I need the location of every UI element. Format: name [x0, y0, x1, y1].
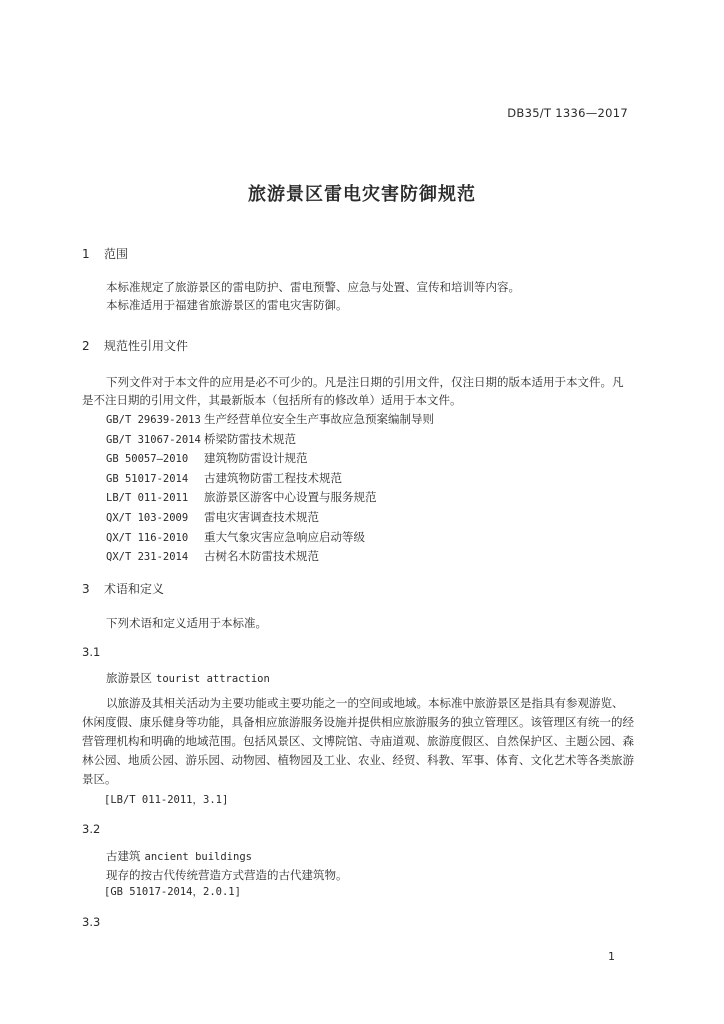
reference-item: [106, 410, 434, 430]
reference-item: [106, 488, 434, 508]
scope-paragraph-2: 本标准适用于福建省旅游景区的雷电灾害防御。: [106, 298, 348, 312]
reference-code: QX/T 116-2010: [106, 531, 189, 544]
reference-code: QX/T 231-2014: [106, 551, 189, 564]
reference-code: LB/T 011-2011: [106, 492, 189, 505]
reference-list: [106, 410, 434, 567]
term-chinese: 旅游景区: [106, 671, 152, 685]
term-definition: 以旅游及其相关活动为主要功能或主要功能之一的空间或地域。本标准中旅游景区是指具有参观游览、休闲度假、康乐健身等功能，具备相应旅游服务设施并提供相应旅游服务的独立管理区。该管理区有统一的经营管理机构和明确的地域范围。包括风景区、文博院馆、寺庙道观、旅游度假区、自然保护区、主题公园、森林公园、地质公园、游乐园、动物园、植物园及工业、农业、经贸、科教、军事、体育、文化艺术等各类旅游景区。: [82, 696, 634, 786]
section-heading-terms: [82, 580, 164, 597]
reference-item: [106, 528, 434, 548]
reference-code: GB/T 29639-2013: [106, 414, 201, 426]
reference-name: 古树名木防雷技术规范: [204, 549, 319, 564]
reference-name: 桥梁防雷技术规范: [204, 431, 296, 446]
reference-name: 建筑物防雷设计规范: [204, 451, 308, 466]
reference-item: [106, 430, 434, 450]
term-number: 3.1: [82, 645, 101, 659]
section-heading-normative-refs: [82, 337, 188, 354]
reference-item: [106, 547, 434, 567]
normative-refs-intro: 下列文件对于本文件的应用是必不可少的。凡是注日期的引用文件，仅注日期的版本适用于本文件。凡是不注日期的引用文件，其最新版本（包括所有的修改单）适用于本文件。: [82, 375, 624, 407]
reference-name: 重大气象灾害应急响应启动等级: [204, 529, 365, 544]
section-number: 3: [82, 582, 90, 596]
term-heading: [106, 670, 270, 686]
term-english: ancient buildings: [144, 851, 252, 863]
reference-code: GB 50057—2010: [106, 453, 189, 466]
reference-name: 雷电灾害调查技术规范: [204, 509, 319, 524]
section-number: 1: [82, 247, 90, 261]
scope-paragraph-1: 本标准规定了旅游景区的雷电防护、雷电预警、应急与处置、宣传和培训等内容。: [106, 280, 520, 294]
term-source: [LB/T 011-2011，3.1]: [104, 794, 229, 806]
page-number: 1: [608, 950, 615, 963]
section-title: 术语和定义: [104, 582, 165, 596]
reference-code: GB/T 31067-2014: [106, 433, 201, 446]
section-title: 规范性引用文件: [104, 339, 189, 353]
section-title: 范围: [104, 247, 129, 261]
reference-code: GB 51017-2014: [106, 472, 189, 485]
reference-item: [106, 449, 434, 469]
term-chinese: 古建筑: [106, 849, 141, 863]
section-number: 2: [82, 339, 90, 353]
term-number: 3.2: [82, 822, 101, 836]
section-heading-scope: [82, 245, 128, 262]
standard-code: DB35/T 1336—2017: [507, 106, 628, 120]
reference-item: [106, 469, 434, 489]
term-english: tourist attraction: [156, 673, 270, 685]
term-source: [GB 51017-2014，2.0.1]: [104, 886, 241, 898]
term-number: 3.3: [82, 915, 101, 929]
reference-code: QX/T 103-2009: [106, 511, 189, 524]
terms-intro: 下列术语和定义适用于本标准。: [106, 616, 267, 630]
reference-name: 古建筑物防雷工程技术规范: [204, 470, 342, 485]
reference-name: 旅游景区游客中心设置与服务规范: [204, 490, 377, 505]
reference-name: 生产经营单位安全生产事故应急预案编制导则: [204, 412, 434, 426]
term-definition: 现存的按古代传统营造方式营造的古代建筑物。: [106, 868, 348, 882]
term-heading: [106, 848, 252, 864]
document-title: 旅游景区雷电灾害防御规范: [248, 184, 476, 205]
reference-item: [106, 508, 434, 528]
